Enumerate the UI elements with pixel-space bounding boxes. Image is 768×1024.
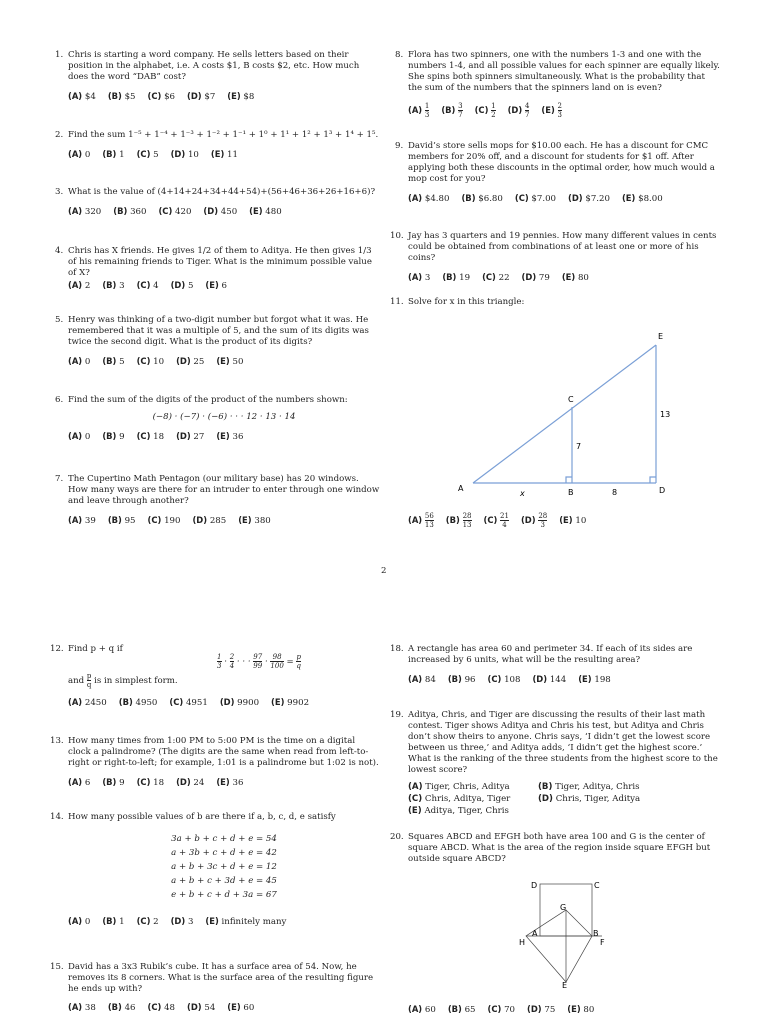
option-c: (C) 18	[136, 431, 165, 442]
option-c: (C) 10	[136, 356, 165, 367]
option-e: (E) Aditya, Tiger, Chris	[408, 806, 509, 816]
fraction-equation: $\frac{1}{3}$ · $\frac{2}{4}$ · · · $\frac{97}{99}$ · $\frac{98}{100}$ = $\frac{p}{q}$	[217, 653, 301, 670]
option-e: (E) 80	[567, 1004, 595, 1015]
option-c: (C) 5	[136, 149, 159, 160]
option-a: (A) 60	[408, 1004, 436, 1015]
option-e: (E) 6	[205, 280, 228, 291]
question-text: David has a 3x3 Rubik’s cube. It has a surface area of 54. Now, he removes its 8 corners. What is the surface area of the resulting figure he ends up with?	[68, 962, 374, 994]
answer-options	[68, 916, 380, 928]
label-g: G	[560, 903, 567, 912]
question-number: 11.	[390, 297, 404, 307]
equation-system: 3a + b + c + d + e = 54 a + 3b + c + d + e = 42 a + b + 3c + d + e = 12 a + b + c + 3d + e = 45 e + b + c + d + 3a = 67	[171, 834, 277, 900]
option-c: (C) $7.00	[514, 193, 557, 204]
label-13: 13	[660, 410, 671, 419]
answer-options	[68, 206, 384, 218]
question-text: Henry was thinking of a two-digit number but forgot what it was. He remembered that it was a multiple of 5, and the sum of its digits was twice the second digit. What is the product of its digits?	[68, 315, 369, 347]
answer-options	[408, 1004, 720, 1016]
answer-options	[68, 777, 380, 789]
option-a: (A) 2	[68, 280, 91, 291]
question-text: David’s store sells mops for $10.00 each. He has a discount for CMC members for 20% off, and a discount for students for $1 off. After applying both these discounts in the optimal order, how much would a mop cost for you?	[408, 141, 715, 184]
option-b: (B) $\frac{28}{13}$	[445, 512, 472, 529]
question-text: Solve for x in this triangle:	[408, 297, 525, 307]
option-b: (B) 3	[102, 280, 125, 291]
option-d: (D) 25	[176, 356, 205, 367]
question-19	[390, 710, 720, 817]
answer-options	[68, 356, 380, 368]
option-e: (E) 36	[216, 777, 244, 788]
question-6	[55, 395, 380, 443]
question-2	[55, 130, 384, 161]
option-b: (B) 9	[102, 431, 125, 442]
option-b: (B) 19	[442, 272, 471, 283]
question-number: 3.	[55, 187, 64, 197]
option-b: (B) 95	[107, 515, 136, 526]
question-10	[390, 231, 720, 284]
question-text: Jay has 3 quarters and 19 pennies. How many different values in cents could be obtained from combinations of at least one or more of his coins?	[408, 231, 717, 263]
option-d: (D) $\frac{28}{3}$	[520, 512, 548, 529]
label-b: B	[568, 488, 574, 497]
option-d: (D) 79	[521, 272, 550, 283]
question-number: 1.	[55, 50, 64, 60]
option-b: (B) $6.80	[461, 193, 503, 204]
option-b: (B) 360	[113, 206, 147, 217]
option-c: (C) 2	[136, 916, 159, 927]
question-text: What is the value of (4+14+24+34+44+54)+(56+46+36+26+16+6)?	[68, 187, 376, 197]
question-number: 10.	[390, 231, 404, 241]
option-c: (C) 18	[136, 777, 165, 788]
answer-options	[68, 431, 380, 443]
option-a: (A) 0	[68, 356, 91, 367]
label-x: x	[520, 489, 525, 498]
question-20-options	[408, 1004, 720, 1016]
option-a: (A) $\frac{1}{3}$	[408, 102, 430, 119]
question-13	[50, 736, 380, 789]
question-text: Chris is starting a word company. He sells letters based on their position in the alphabet, i.e. A costs $1, B costs $2, etc. How much does the word “DAB” cost?	[68, 50, 360, 82]
triangle-diagram	[448, 325, 678, 505]
option-e: (E) 11	[210, 149, 238, 160]
question-14	[50, 812, 380, 928]
answer-options	[68, 697, 380, 709]
label-d: D	[531, 881, 538, 890]
question-text: Find the sum 1⁻⁵ + 1⁻⁴ + 1⁻³ + 1⁻² + 1⁻¹ + 1⁰ + 1¹ + 1² + 1³ + 1⁴ + 1⁵.	[68, 130, 379, 140]
question-text: Find p + q if	[68, 644, 123, 654]
option-b: (B) 4950	[118, 697, 158, 708]
option-c: (C) $\frac{21}{4}$	[483, 512, 509, 529]
answer-options	[408, 674, 720, 686]
option-e: (E) 380	[238, 515, 271, 526]
question-18	[390, 644, 720, 686]
option-d: (D) $7.20	[568, 193, 610, 204]
question-number: 18.	[390, 644, 404, 654]
option-c: (C) 4951	[169, 697, 208, 708]
option-c: (C) Chris, Aditya, Tiger	[408, 794, 511, 804]
option-b: (B) 1	[102, 149, 125, 160]
option-b: (B) 65	[447, 1004, 476, 1015]
question-5	[55, 315, 380, 368]
label-h: H	[519, 938, 526, 947]
label-f: F	[600, 938, 605, 947]
answer-options	[68, 149, 384, 161]
square-efgh	[526, 910, 592, 982]
label-e: E	[658, 332, 664, 341]
option-d: (D) 10	[170, 149, 199, 160]
option-c: (C) $6	[147, 91, 176, 102]
question-text: How many possible values of b are there if a, b, c, d, e satisfy	[68, 812, 336, 822]
answer-options	[408, 102, 720, 119]
option-d: (D) $7	[187, 91, 216, 102]
option-a: (A) 39	[68, 515, 96, 526]
question-number: 4.	[55, 246, 64, 256]
question-text: A rectangle has area 60 and perimeter 34. If each of its sides are increased by 6 units, what will be the resulting area?	[408, 644, 693, 665]
option-c: (C) 22	[482, 272, 510, 283]
option-a: (A) $\frac{56}{13}$	[408, 512, 434, 529]
option-c: (C) $\frac{1}{2}$	[474, 102, 496, 119]
answer-options	[68, 515, 380, 527]
option-e: (E) 80	[561, 272, 589, 283]
squares-diagram	[514, 872, 614, 992]
label-b: B	[593, 929, 599, 938]
option-d: (D) Chris, Tiger, Aditya	[538, 794, 641, 804]
question-text: Squares ABCD and EFGH both have area 100 and G is the center of square ABCD. What is the area of the region inside square EFGH but outside square ABCD?	[408, 832, 711, 864]
option-c: (C) 420	[158, 206, 192, 217]
option-e: (E) 50	[216, 356, 244, 367]
label-a: A	[458, 484, 464, 493]
option-e: (E) 198	[578, 674, 611, 685]
option-b: (B) Tiger, Aditya, Chris	[538, 782, 640, 792]
option-e: (E) $8.00	[621, 193, 663, 204]
label-c: C	[594, 881, 600, 890]
question-number: 8.	[395, 50, 404, 60]
option-a: (A) 2450	[68, 697, 107, 708]
answer-options	[408, 272, 720, 284]
label-c: C	[568, 395, 574, 404]
question-number: 5.	[55, 315, 64, 325]
label-d: D	[659, 486, 666, 495]
option-d: (D) 9900	[219, 697, 260, 708]
question-12	[50, 644, 380, 709]
option-e: (E) 60	[227, 1002, 255, 1013]
option-d: (D) 24	[176, 777, 205, 788]
question-text: Aditya, Chris, and Tiger are discussing the results of their last math contest. Tiger shows Aditya and Chris his test, but Aditya and Chris don’t show theirs to anyone. Chris says, ‘I didn’t get the lowest score between us three,’ and Aditya adds, ‘I didn’t get the highest score.’ What is the ranking of the three students from the highest score to the lowest score?	[408, 710, 718, 775]
simplest-form-note: and $\frac{p}{q}$ is in simplest form.	[68, 672, 178, 689]
answer-options	[408, 512, 720, 529]
option-b: (B) 9	[102, 777, 125, 788]
question-4	[55, 246, 380, 292]
question-number: 2.	[55, 130, 64, 140]
option-d: (D) 3	[170, 916, 194, 927]
question-11-options	[408, 512, 720, 529]
option-b: (B) $\frac{3}{7}$	[441, 102, 463, 119]
option-b: (B) 5	[102, 356, 125, 367]
question-number: 19.	[390, 710, 404, 720]
option-e: (E) 480	[249, 206, 282, 217]
label-e: E	[562, 981, 568, 990]
option-c: (C) 108	[487, 674, 521, 685]
question-text: Chris has X friends. He gives 1/2 of them to Aditya. He then gives 1/3 of his remaining friends to Tiger. What is the minimum possible value of X?	[68, 246, 372, 278]
page-number: 2	[381, 566, 387, 576]
label-a: A	[532, 929, 538, 938]
option-e: (E) 10	[559, 515, 587, 526]
question-7	[55, 474, 380, 527]
option-d: (D) 5	[170, 280, 194, 291]
question-number: 6.	[55, 395, 64, 405]
answer-options	[68, 1002, 380, 1014]
option-a: (A) 3	[408, 272, 431, 283]
option-d: (D) 75	[527, 1004, 556, 1015]
option-a: (A) $4	[68, 91, 96, 102]
question-number: 15.	[50, 962, 64, 972]
option-d: (D) $\frac{4}{7}$	[507, 102, 530, 119]
answer-options	[68, 91, 380, 103]
answer-options	[408, 193, 720, 205]
right-angle-d	[650, 477, 656, 483]
option-d: (D) 144	[532, 674, 567, 685]
option-b: (B) $5	[107, 91, 136, 102]
option-a: (A) 38	[68, 1002, 96, 1013]
option-e: (E) $8	[227, 91, 255, 102]
option-d: (D) 27	[176, 431, 205, 442]
option-e: (E) 9902	[271, 697, 310, 708]
question-9	[395, 141, 720, 205]
answer-options	[68, 280, 380, 292]
option-b: (B) 46	[107, 1002, 136, 1013]
option-c: (C) 70	[487, 1004, 516, 1015]
question-20	[390, 832, 720, 865]
label-7: 7	[576, 442, 582, 451]
question-15	[50, 962, 380, 1014]
segment-ae	[473, 345, 656, 483]
question-text: Flora has two spinners, one with the numbers 1-3 and one with the numbers 1-4, and all possible values for each spinner are equally likely. She spins both spinners simultaneously. What is the probability that the sum of the numbers that the spinners land on is even?	[408, 50, 720, 93]
question-11	[390, 297, 720, 308]
label-8: 8	[612, 488, 618, 497]
option-a: (A) 0	[68, 916, 91, 927]
option-e: (E) infinitely many	[205, 916, 287, 927]
option-e: (E) 36	[216, 431, 244, 442]
option-c: (C) 190	[147, 515, 181, 526]
question-3	[55, 187, 384, 218]
option-a: (A) $4.80	[408, 193, 450, 204]
option-b: (B) 96	[447, 674, 476, 685]
option-d: (D) 450	[203, 206, 238, 217]
question-number: 12.	[50, 644, 64, 654]
answer-options	[408, 782, 720, 817]
option-b: (B) 1	[102, 916, 125, 927]
question-number: 20.	[390, 832, 404, 842]
product-equation: (−8) · (−7) · (−6) · · · 12 · 13 · 14	[152, 412, 296, 422]
right-angle-b	[566, 477, 572, 483]
option-a: (A) 320	[68, 206, 102, 217]
question-8	[395, 50, 720, 119]
question-text: Find the sum of the digits of the product of the numbers shown:	[68, 395, 348, 405]
question-text: How many times from 1:00 PM to 5:00 PM is the time on a digital clock a palindrome? (The digits are the same when read from left-to-right or right-to-left; for example, 1:01 is a palindrome but 1:02 is not).	[68, 736, 379, 768]
option-e: (E) $\frac{2}{3}$	[541, 102, 563, 119]
option-d: (D) 285	[192, 515, 227, 526]
option-a: (A) 84	[408, 674, 436, 685]
option-a: (A) Tiger, Chris, Aditya	[408, 782, 510, 792]
option-c: (C) 48	[147, 1002, 176, 1013]
question-number: 7.	[55, 474, 64, 484]
question-1	[55, 50, 380, 103]
option-d: (D) 54	[187, 1002, 216, 1013]
option-a: (A) 6	[68, 777, 91, 788]
question-text: The Cupertino Math Pentagon (our military base) has 20 windows. How many ways are there for an intruder to enter through one window and leave through another?	[68, 474, 380, 506]
option-c: (C) 4	[136, 280, 159, 291]
question-number: 9.	[395, 141, 404, 151]
question-number: 14.	[50, 812, 64, 822]
option-a: (A) 0	[68, 431, 91, 442]
option-a: (A) 0	[68, 149, 91, 160]
question-number: 13.	[50, 736, 64, 746]
